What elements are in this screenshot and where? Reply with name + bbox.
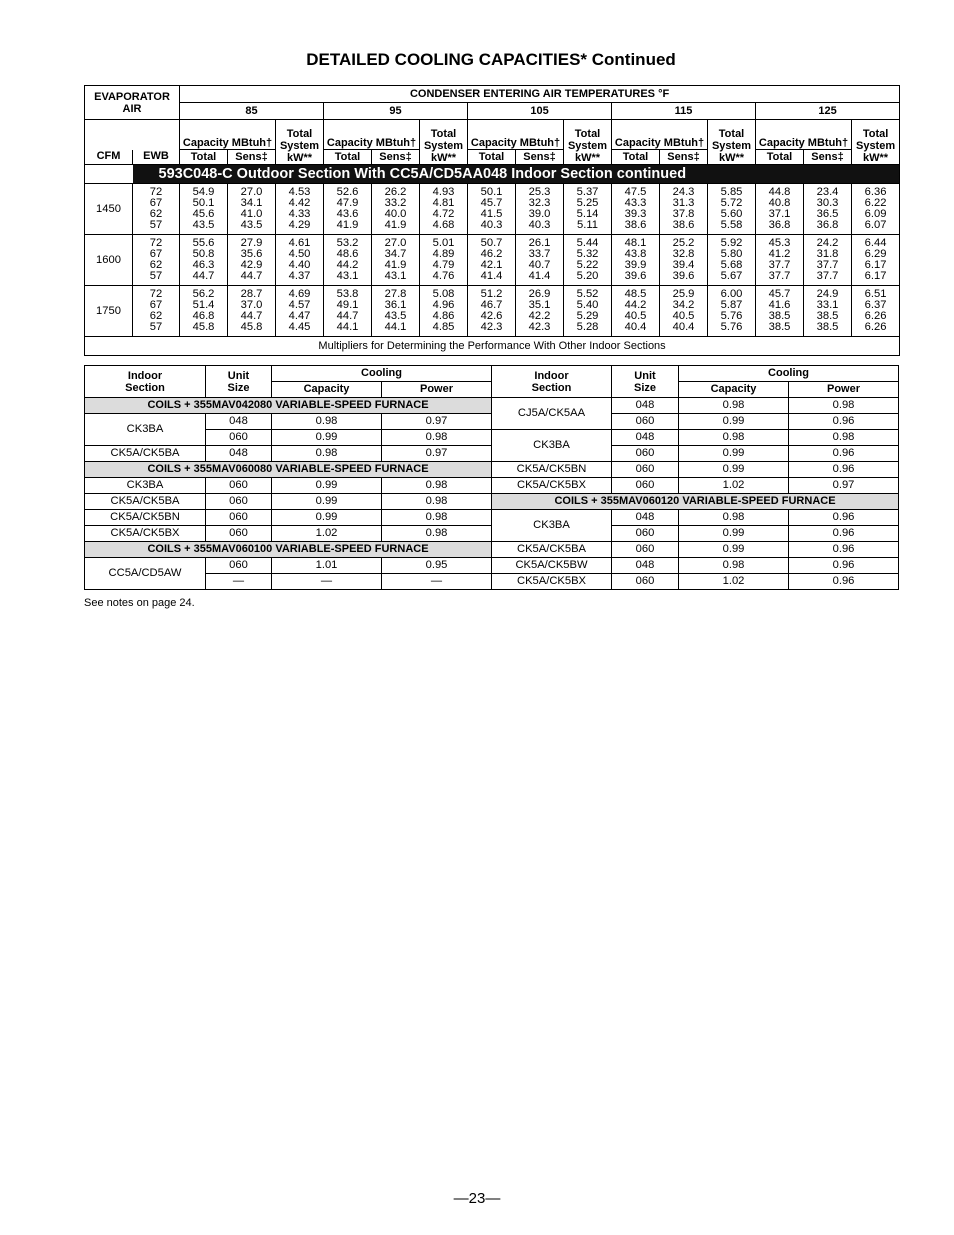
data-cell: 27.0 34.7 41.9 43.1 [372,235,420,286]
unit-size-cell: 048 [612,398,679,414]
data-cell: 4.61 4.50 4.40 4.37 [276,235,324,286]
unit-size-cell: 060 [206,430,272,446]
power-cell: 0.96 [789,510,899,526]
data-cell: 4.93 4.81 4.72 4.68 [420,184,468,235]
total-header: Total [756,150,804,165]
data-cell: 50.1 45.7 41.5 40.3 [468,184,516,235]
indoor-section-cell: CK5A/CK5BN [492,462,612,478]
capacity-cell: 0.98 [272,446,382,462]
power-cell: 0.96 [789,558,899,574]
capacity-cell: 0.99 [679,446,789,462]
unit-size-cell: 048 [206,414,272,430]
data-cell: 25.9 34.2 40.5 40.4 [660,286,708,337]
data-cell: 27.0 34.1 41.0 43.5 [228,184,276,235]
unit-size-cell: 060 [612,478,679,494]
data-cell: 50.7 46.2 42.1 41.4 [468,235,516,286]
capacity-cell: 0.99 [272,494,382,510]
cooling-header: Cooling [272,366,492,382]
capacity-cell: 0.99 [679,542,789,558]
capacity-mbtuh-header: Capacity MBtuh† [468,120,564,150]
indoor-section-cell: CK3BA [492,430,612,462]
data-cell: 55.6 50.8 46.3 44.7 [180,235,228,286]
data-cell: 24.3 31.3 37.8 38.6 [660,184,708,235]
page-title: DETAILED COOLING CAPACITIES* Continued [306,50,676,69]
indoor-section-cell: CK5A/CK5BX [492,478,612,494]
capacity-cell: 0.98 [272,414,382,430]
data-cell: 45.3 41.2 37.7 37.7 [756,235,804,286]
data-cell: 25.3 32.3 39.0 40.3 [516,184,564,235]
indoor-section-cell: CK3BA [492,510,612,542]
sens-header: Sens‡ [372,150,420,165]
power-cell: 0.95 [382,558,492,574]
power-cell: 0.98 [382,526,492,542]
cfm-value: 1450 [85,184,133,235]
furnace-section-header: COILS + 355MAV042080 VARIABLE-SPEED FURNACE [85,398,492,414]
furnace-section-header: COILS + 355MAV060080 VARIABLE-SPEED FURNACE [85,462,492,478]
power-cell: — [382,574,492,590]
data-cell: 23.4 30.3 36.5 36.8 [804,184,852,235]
indoor-section-cell: CK5A/CK5BA [492,542,612,558]
cfm-header: CFM [85,150,133,165]
furnace-section-header: COILS + 355MAV060120 VARIABLE-SPEED FURNACE [492,494,899,510]
data-cell: 5.01 4.89 4.79 4.76 [420,235,468,286]
data-cell: 52.6 47.9 43.6 41.9 [324,184,372,235]
capacity-cell: 1.02 [272,526,382,542]
unit-size-cell: 048 [612,430,679,446]
footnote: See notes on page 24. [84,597,195,609]
indoor-section-cell: CK5A/CK5BX [492,574,612,590]
capacity-cell: 0.99 [679,462,789,478]
indoor-section-cell: CK3BA [85,478,206,494]
indoor-section-cell: CK5A/CK5BN [85,510,206,526]
power-cell: 0.96 [789,446,899,462]
power-cell: 0.96 [789,462,899,478]
capacity-mbtuh-header: Capacity MBtuh† [324,120,420,150]
capacity-cell: 0.99 [272,478,382,494]
temp-header-125: 125 [756,103,900,120]
total-system-kw-header: Total System kW** [708,120,756,165]
data-cell: 24.2 31.8 37.7 37.7 [804,235,852,286]
capacity-cell: 1.02 [679,574,789,590]
power-cell: 0.98 [382,478,492,494]
data-cell: 6.44 6.29 6.17 6.17 [852,235,900,286]
capacity-header: Capacity [679,382,789,398]
capacity-cell: 1.01 [272,558,382,574]
data-cell: 53.8 49.1 44.7 44.1 [324,286,372,337]
multipliers-label: Multipliers for Determining the Performance With Other Indoor Sections [85,337,900,356]
unit-size-cell: 060 [206,510,272,526]
indoor-section-cell: CK5A/CK5BW [492,558,612,574]
page-number: —23— [453,1190,501,1207]
cfm-value: 1600 [85,235,133,286]
unit-size-cell: 060 [612,462,679,478]
data-cell: 27.8 36.1 43.5 44.1 [372,286,420,337]
indoor-section-cell: CC5A/CD5AW [85,558,206,590]
total-header: Total [180,150,228,165]
unit-size-header: Unit Size [206,366,272,398]
total-system-kw-header: Total System kW** [276,120,324,165]
capacity-mbtuh-header: Capacity MBtuh† [180,120,276,150]
power-cell: 0.98 [789,430,899,446]
indoor-section-cell: CK5A/CK5BA [85,494,206,510]
multipliers-table [84,365,899,590]
total-header: Total [468,150,516,165]
power-header: Power [789,382,899,398]
condenser-temp-header: CONDENSER ENTERING AIR TEMPERATURES °F [180,86,900,103]
indoor-section-cell: CK3BA [85,414,206,446]
unit-size-cell: 060 [612,414,679,430]
capacity-cell: 0.99 [679,414,789,430]
indoor-section-header: Indoor Section [85,366,206,398]
sens-header: Sens‡ [516,150,564,165]
power-cell: 0.97 [789,478,899,494]
unit-size-cell: — [206,574,272,590]
capacity-mbtuh-header: Capacity MBtuh† [756,120,852,150]
data-cell: 26.2 33.2 40.0 41.9 [372,184,420,235]
data-cell: 5.08 4.96 4.86 4.85 [420,286,468,337]
unit-size-cell: 060 [612,526,679,542]
power-cell: 0.96 [789,526,899,542]
power-cell: 0.96 [789,542,899,558]
data-cell: 54.9 50.1 45.6 43.5 [180,184,228,235]
total-header: Total [324,150,372,165]
power-cell: 0.98 [382,494,492,510]
banner-spacer [85,165,133,184]
capacity-mbtuh-header: Capacity MBtuh† [612,120,708,150]
unit-size-cell: 060 [206,526,272,542]
indoor-section-header: Indoor Section [492,366,612,398]
power-cell: 0.97 [382,446,492,462]
unit-size-cell: 060 [612,446,679,462]
unit-size-header: Unit Size [612,366,679,398]
data-cell: 27.9 35.6 42.9 44.7 [228,235,276,286]
capacity-cell: 0.99 [679,526,789,542]
data-cell: 44.8 40.8 37.1 36.8 [756,184,804,235]
data-cell: 4.53 4.42 4.33 4.29 [276,184,324,235]
capacity-cell: 0.98 [679,558,789,574]
indoor-section-cell: CJ5A/CK5AA [492,398,612,430]
total-system-kw-header: Total System kW** [564,120,612,165]
header-spacer [85,120,180,150]
data-cell: 26.1 33.7 40.7 41.4 [516,235,564,286]
unit-size-cell: 060 [612,574,679,590]
temp-header-115: 115 [612,103,756,120]
temp-header-85: 85 [180,103,324,120]
capacity-cell: 0.98 [679,430,789,446]
unit-size-cell: 060 [612,542,679,558]
unit-size-cell: 048 [206,446,272,462]
data-cell: 48.5 44.2 40.5 40.4 [612,286,660,337]
power-cell: 0.98 [382,510,492,526]
data-cell: 51.2 46.7 42.6 42.3 [468,286,516,337]
power-cell: 0.98 [382,430,492,446]
total-header: Total [612,150,660,165]
sens-header: Sens‡ [804,150,852,165]
unit-size-cell: 048 [612,558,679,574]
data-cell: 5.44 5.32 5.22 5.20 [564,235,612,286]
temp-header-105: 105 [468,103,612,120]
power-header: Power [382,382,492,398]
power-cell: 0.97 [382,414,492,430]
cooling-header: Cooling [679,366,899,382]
sens-header: Sens‡ [228,150,276,165]
unit-size-cell: 060 [206,494,272,510]
indoor-section-cell: CK5A/CK5BX [85,526,206,542]
data-cell: 6.36 6.22 6.09 6.07 [852,184,900,235]
capacity-cell: 0.98 [679,398,789,414]
capacity-cell: 0.98 [679,510,789,526]
data-cell: 5.37 5.25 5.14 5.11 [564,184,612,235]
data-cell: 53.2 48.6 44.2 43.1 [324,235,372,286]
data-cell: 56.2 51.4 46.8 45.8 [180,286,228,337]
indoor-section-cell: CK5A/CK5BA [85,446,206,462]
total-system-kw-header: Total System kW** [852,120,900,165]
data-cell: 6.51 6.37 6.26 6.26 [852,286,900,337]
data-cell: 5.92 5.80 5.68 5.67 [708,235,756,286]
capacity-header: Capacity [272,382,382,398]
unit-size-cell: 060 [206,558,272,574]
power-cell: 0.98 [789,398,899,414]
ewb-values: 72 67 62 57 [133,286,180,337]
ewb-values: 72 67 62 57 [133,184,180,235]
power-cell: 0.96 [789,574,899,590]
evaporator-air-header: EVAPORATOR AIR [85,86,180,120]
data-cell: 28.7 37.0 44.7 45.8 [228,286,276,337]
total-system-kw-header: Total System kW** [420,120,468,165]
power-cell: 0.96 [789,414,899,430]
data-cell: 24.9 33.1 38.5 38.5 [804,286,852,337]
data-cell: 26.9 35.1 42.2 42.3 [516,286,564,337]
sens-header: Sens‡ [660,150,708,165]
data-cell: 5.85 5.72 5.60 5.58 [708,184,756,235]
ewb-header: EWB [133,150,180,165]
data-cell: 5.52 5.40 5.29 5.28 [564,286,612,337]
data-cell: 45.7 41.6 38.5 38.5 [756,286,804,337]
temp-header-95: 95 [324,103,468,120]
cooling-capacity-table [84,85,900,356]
ewb-values: 72 67 62 57 [133,235,180,286]
data-cell: 6.00 5.87 5.76 5.76 [708,286,756,337]
capacity-cell: 0.99 [272,510,382,526]
unit-size-cell: 060 [206,478,272,494]
section-banner: 593C048-C Outdoor Section With CC5A/CD5AA048 Indoor Section continued [133,165,900,184]
cfm-value: 1750 [85,286,133,337]
data-cell: 47.5 43.3 39.3 38.6 [612,184,660,235]
unit-size-cell: 048 [612,510,679,526]
capacity-cell: 0.99 [272,430,382,446]
data-cell: 4.69 4.57 4.47 4.45 [276,286,324,337]
data-cell: 48.1 43.8 39.9 39.6 [612,235,660,286]
furnace-section-header: COILS + 355MAV060100 VARIABLE-SPEED FURNACE [85,542,492,558]
capacity-cell: — [272,574,382,590]
capacity-cell: 1.02 [679,478,789,494]
data-cell: 25.2 32.8 39.4 39.6 [660,235,708,286]
